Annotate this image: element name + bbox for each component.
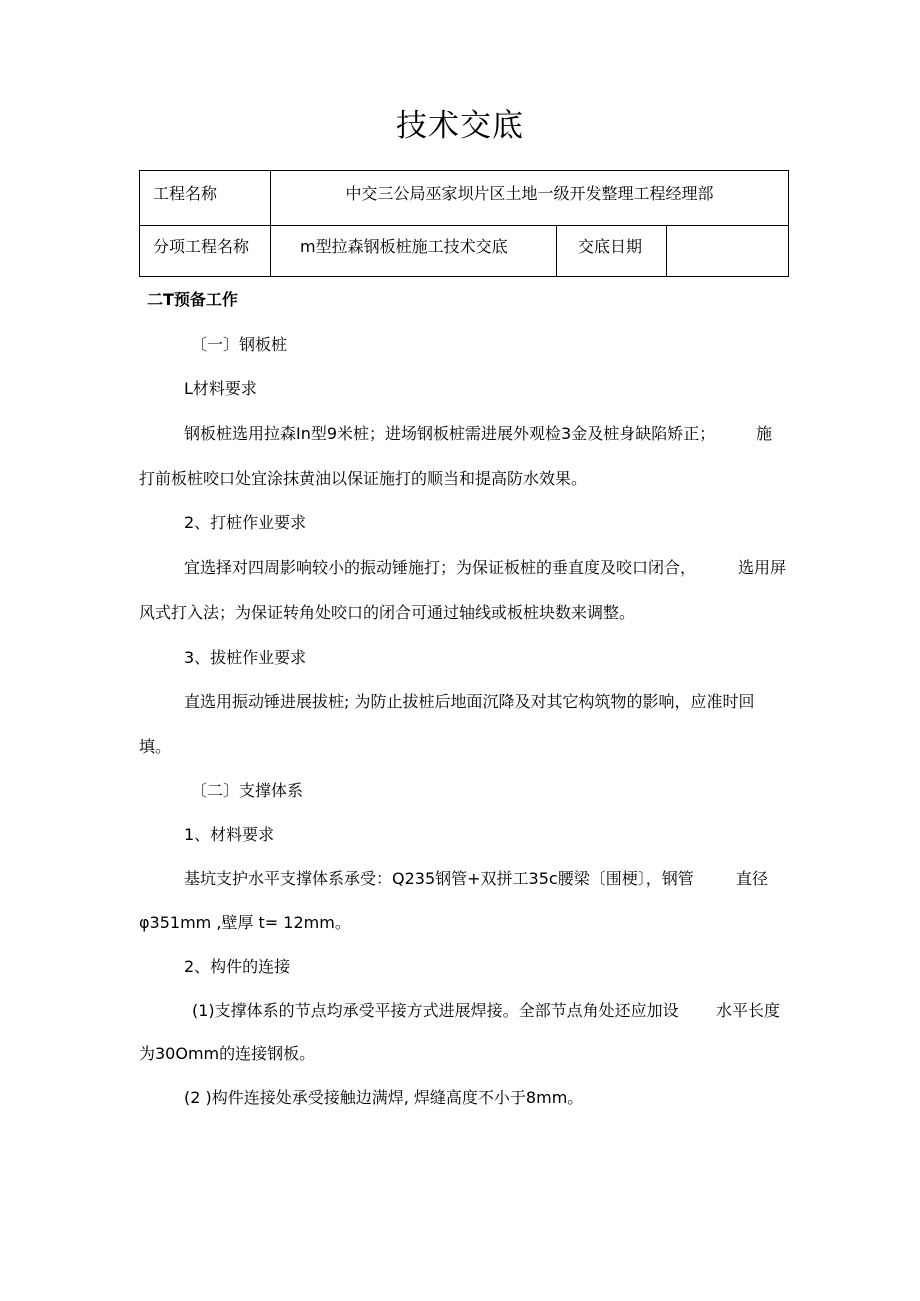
paragraph-line: φ351mm ,壁厚 t= 12mm。 [139, 913, 351, 932]
table-row [140, 171, 789, 226]
subsection-heading: 〔一〕钢板桩 [191, 335, 288, 354]
date-value [667, 226, 789, 277]
subsection-heading: 〔二〕支撑体系 [191, 781, 304, 800]
paragraph-line: (1)支撑体系的节点均承受平接方式进展焊接。全部节点角处还应加设 [192, 1001, 679, 1020]
project-name-value: 中交三公局巫家坝片区土地一级开发整理工程经理部 [271, 171, 789, 226]
subproject-value: m型拉森钢板桩施工技术交底 [271, 226, 557, 277]
paragraph-line-end: 水平长度 [716, 1001, 781, 1020]
page-title: 技术交底 [396, 108, 524, 144]
project-info-table [139, 170, 789, 277]
paragraph-line: 钢板桩选用拉森In型9米桩；进场钢板桩需进展外观检3金及桩身缺陷矫正； [184, 424, 716, 443]
paragraph-line: 直选用振动锤进展拔桩; 为防止拔桩后地面沉降及对其它构筑物的影响，应准时回 [184, 692, 755, 711]
table-row [140, 226, 789, 277]
paragraph-line: 填。 [139, 737, 172, 756]
item-heading: 3、拔桩作业要求 [184, 648, 307, 667]
paragraph-line-end: 直径 [736, 869, 769, 888]
paragraph-line: 基坑支护水平支撑体系承受：Q235钢管+双拼工35c腰梁〔围梗〕，钢管 [184, 869, 694, 888]
subproject-label: 分项工程名称 [140, 226, 271, 277]
item-heading: 2、构件的连接 [184, 957, 291, 976]
item-heading: 2、打桩作业要求 [184, 513, 307, 532]
project-name-label: 工程名称 [140, 171, 271, 226]
paragraph-line: (2 )构件连接处承受接触边满焊, 焊缝高度不小于8mm。 [184, 1088, 584, 1107]
item-heading: 1、材料要求 [184, 825, 275, 844]
paragraph-line: 打前板桩咬口处宜涂抹黄油以保证施打的顺当和提高防水效果。 [139, 469, 588, 488]
paragraph-line: 为30Omm的连接钢板。 [139, 1044, 316, 1063]
paragraph-line-end: 施 [756, 424, 773, 443]
section-heading: 二T预备工作 [147, 290, 238, 309]
paragraph-line: 风式打入法；为保证转角处咬口的闭合可通过轴线或板桩块数来调整。 [139, 603, 636, 622]
paragraph-line: 宜选择对四周影响较小的振动锤施打；为保证板桩的垂直度及咬口闭合， [184, 558, 697, 577]
item-heading: L材料要求 [184, 379, 257, 398]
paragraph-line-end: 选用屏 [738, 558, 787, 577]
date-label: 交底日期 [557, 226, 667, 277]
